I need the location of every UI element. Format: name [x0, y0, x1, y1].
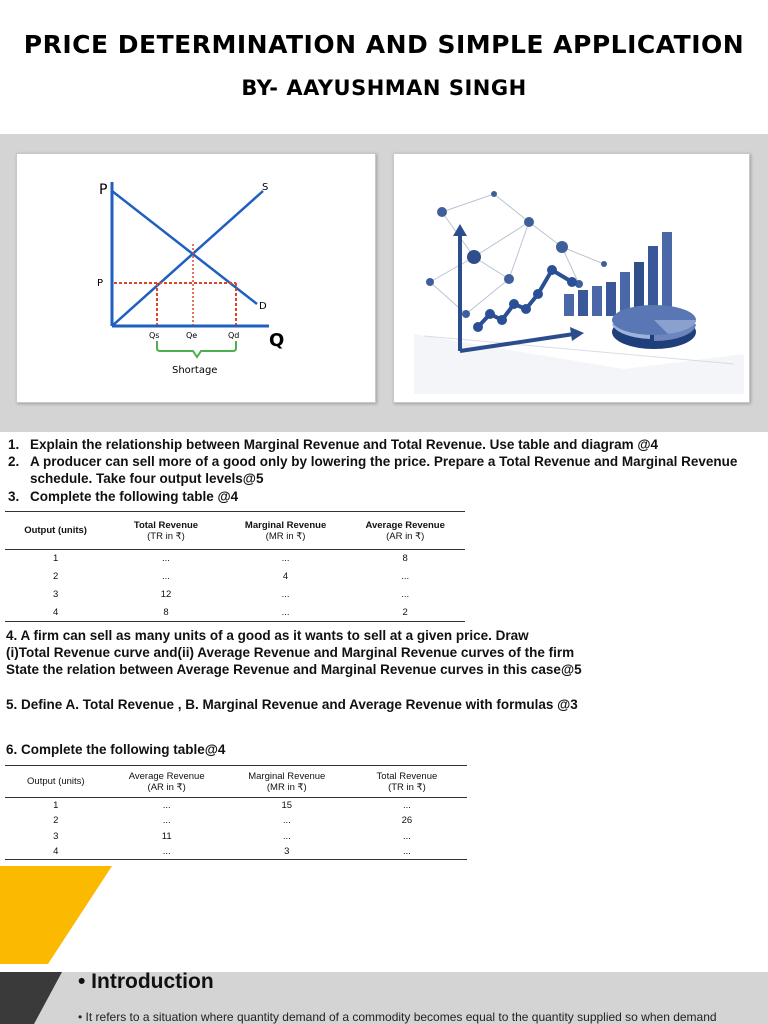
table-row: 2 ... 4 ...	[52, 571, 410, 582]
intro-text: • It refers to a situation where quantity demand of a commodity becomes equal to the quantity supplied so when demand	[78, 1010, 717, 1024]
supply-demand-diagram	[16, 153, 376, 403]
table-row: 4 ... 3 ...	[53, 846, 411, 857]
business-analytics-illustration	[393, 153, 750, 403]
col-total-revenue: Total Revenue (TR in ₹)	[376, 770, 438, 793]
col-output: Output (units)	[24, 525, 87, 536]
supply-label: S	[262, 182, 269, 193]
col-output: Output (units)	[27, 776, 85, 787]
table-row: 3 11 ... ...	[53, 830, 411, 842]
demand-label: D	[259, 301, 267, 312]
col-average-revenue: Average Revenue (AR in ₹)	[365, 519, 445, 542]
page-title: PRICE DETERMINATION AND SIMPLE APPLICATION	[23, 30, 745, 59]
qd-label: Qd	[228, 331, 240, 340]
question-2-cont: schedule. Take four output levels@5	[30, 471, 264, 486]
col-marginal-revenue: Marginal Revenue (MR in ₹)	[248, 770, 326, 793]
price-label: P	[97, 278, 104, 289]
question-5: 5. Define A. Total Revenue , B. Marginal Revenue and Average Revenue with formulas @3	[6, 697, 578, 712]
dark-corner-shape	[0, 972, 80, 1024]
question-3: 3. Complete the following table @4	[8, 489, 239, 504]
question-4-line2: (i)Total Revenue curve and(ii) Average Revenue and Marginal Revenue curves of the firm	[6, 645, 575, 660]
table-row: 1 ... ... 8	[52, 553, 408, 565]
qe-label: Qe	[186, 331, 198, 340]
p-axis-label: P	[99, 182, 108, 198]
col-average-revenue: Average Revenue (AR in ₹)	[128, 770, 205, 793]
col-marginal-revenue: Marginal Revenue (MR in ₹)	[244, 519, 327, 542]
revenue-table-2	[5, 765, 467, 860]
question-2: 2. A producer can sell more of a good only by lowering the price. Prepare a Total Revenue and Marginal Revenue	[8, 454, 738, 469]
page-author: BY- AAYUSHMAN SINGH	[241, 76, 527, 100]
shortage-label: Shortage	[172, 365, 218, 376]
question-4-line1: 4. A firm can sell as many units of a good as it wants to sell at a given price. Draw	[6, 628, 529, 643]
question-6: 6. Complete the following table@4	[6, 742, 226, 757]
revenue-table-1	[5, 511, 465, 622]
table-row: 4 8 ... 2	[52, 606, 408, 618]
col-total-revenue: Total Revenue (TR in ₹)	[133, 519, 199, 542]
question-1: 1. Explain the relationship between Marginal Revenue and Total Revenue. Use table and diagram @4	[8, 437, 659, 452]
table-row: 3 12 ... ...	[52, 589, 410, 600]
intro-heading: • Introduction	[78, 970, 214, 993]
qs-label: Qs	[149, 331, 160, 340]
table-row: 2 ... ... 26	[53, 815, 413, 827]
table-row: 1 ... 15 ...	[53, 800, 411, 811]
question-4-line3: State the relation between Average Revenue and Marginal Revenue curves in this case@5	[6, 662, 582, 677]
q-axis-label: Q	[269, 330, 285, 351]
